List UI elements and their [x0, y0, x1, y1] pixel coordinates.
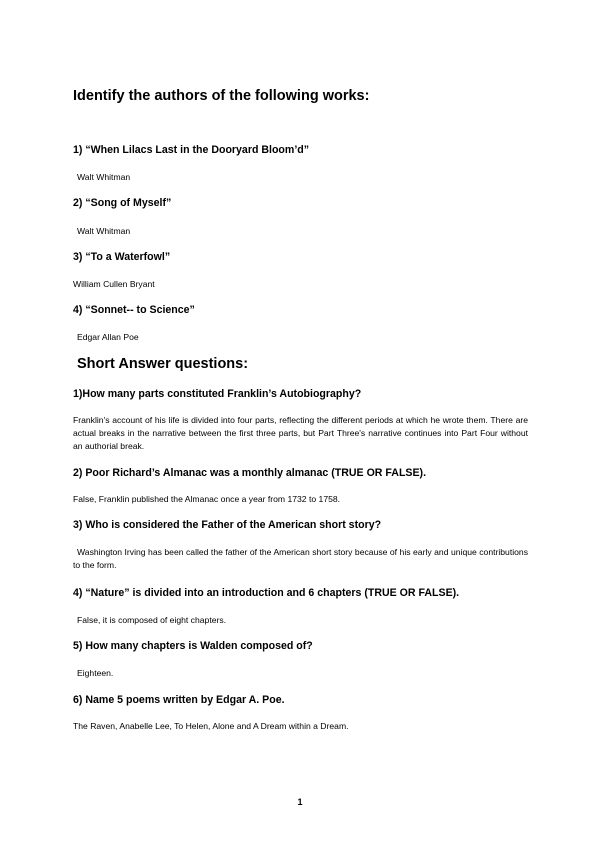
short-question-5: 5) How many chapters is Walden composed of?: [73, 640, 313, 652]
page-number: 1: [297, 797, 303, 807]
page-heading: Identify the authors of the following works:: [73, 88, 370, 104]
short-question-4: 4) “Nature” is divided into an introduction and 6 chapters (TRUE OR FALSE).: [73, 587, 460, 599]
short-question-3: 3) Who is considered the Father of the American short story?: [73, 519, 382, 531]
short-question-2: 2) Poor Richard’s Almanac was a monthly almanac (TRUE OR FALSE).: [73, 467, 427, 479]
author-answer-3: William Cullen Bryant: [73, 279, 155, 289]
author-answer-4: Edgar Allan Poe: [77, 332, 139, 342]
author-answer-2: Walt Whitman: [77, 226, 131, 236]
short-question-1: 1)How many parts constituted Franklin’s Autobiography?: [73, 388, 362, 400]
short-answer-2: False, Franklin published the Almanac once a year from 1732 to 1758.: [73, 494, 341, 504]
short-answer-heading: Short Answer questions:: [77, 356, 249, 372]
short-answer-3: Washington Irving has been called the father of the American short story because of his early and unique contributions to the form.: [73, 547, 528, 571]
author-question-4: 4) “Sonnet-- to Science”: [73, 304, 195, 316]
short-question-6: 6) Name 5 poems written by Edgar A. Poe.: [73, 694, 285, 706]
author-question-3: 3) “To a Waterfowl”: [73, 251, 171, 263]
author-question-2: 2) “Song of Myself”: [73, 197, 172, 209]
short-answer-6: The Raven, Anabelle Lee, To Helen, Alone and A Dream within a Dream.: [73, 721, 349, 731]
author-question-1: 1) “When Lilacs Last in the Dooryard Bloom’d”: [73, 144, 310, 156]
short-answer-4: False, it is composed of eight chapters.: [77, 615, 227, 625]
short-answer-5: Eighteen.: [77, 668, 114, 678]
author-answer-1: Walt Whitman: [77, 172, 131, 182]
short-answer-1: Franklin's account of his life is divided into four parts, reflecting the different periods at which he wrote them. There are actual breaks in the narrative between the first three parts, but Part Three's narrative continues into Part Four without an authorial break.: [73, 415, 528, 452]
